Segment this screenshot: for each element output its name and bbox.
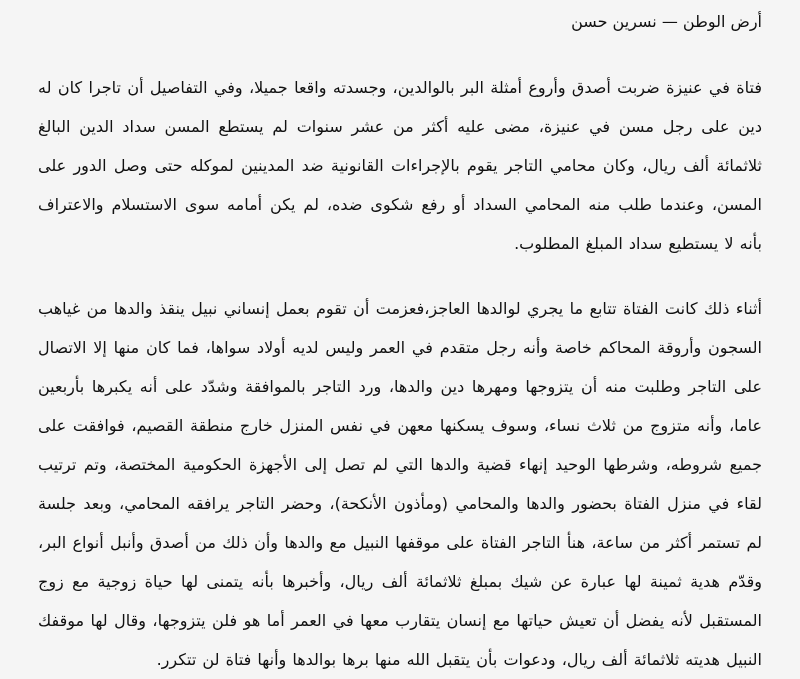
paragraph-2: أثناء ذلك كانت الفتاة تتابع ما يجري لوالدها العاجز،فعزمت أن تقوم بعمل إنساني نبيل ينقذ والدها من غياهب السجون وأروقة المحاكم خاصة وأنه رجل متقدم في العمر وليس لديه أولاد سواها، فما كان منها إلا الاتصال على التاجر وطلبت منه أن يتزوجها ومهرها دين والدها، ورد التاجر بالموافقة وشدّد على أنه يكبرها بأربعين عاما، وأنه متزوج من ثلاث نساء، وسوف يسكنها معهن في نفس المنزل خارج منطقة القصيم، فوافقت على جميع شروطه، وشرطها الوحيد إنهاء قضية والدها التي لم تصل إلى الأجهزة الحكومية المختصة، وتم ترتيب لقاء في منزل الفتاة بحضور والدها والمحامي (ومأذون الأنكحة)، وحضر التاجر يرافقه المحامي، وبعد جلسة لم تستمر أكثر من ساعة، هنأ التاجر الفتاة على موقفها النبيل مع والدها وأن ذلك من أصدق وأنبل أنواع البر، وقدّم هدية ثمينة لها عبارة عن شيك بمبلغ ثلاثمائة ألف ريال، وأخبرها بأنه يتمنى لها حياة زوجية مع زوج المستقبل لأنه يفضل أن تعيش حياتها مع إنسان يتقارب معها في العمر أما هو فلن يتزوجها، وقال لها موقفك النبيل هديته ثلاثمائة ألف ريال، ودعوات بأن يتقبل الله منها برها بوالدها وأنها فتاة لن تتكرر. [38,299,762,669]
paragraph-1: فتاة في عنيزة ضربت أصدق وأروع أمثلة البر بالوالدين، وجسدته واقعا جميلا، وفي التفاصيل أن تاجرا كان له دين على رجل مسن في عنيزة، مضى عليه أكثر من عشر سنوات لم يستطع المسن سداد الدين البالغ ثلاثمائة ألف ريال، وكان محامي التاجر يقوم بالإجراءات القانونية ضد المدينين لموكله حتى وصل الدور على المسن، وعندما طلب منه المحامي السداد أو رفع شكوى ضده، لم يكن أمامه سوى الاستسلام والاعتراف بأنه لا يستطيع سداد المبلغ المطلوب. [38,78,762,253]
document-title: أرض الوطن — نسرين حسن [571,12,762,31]
